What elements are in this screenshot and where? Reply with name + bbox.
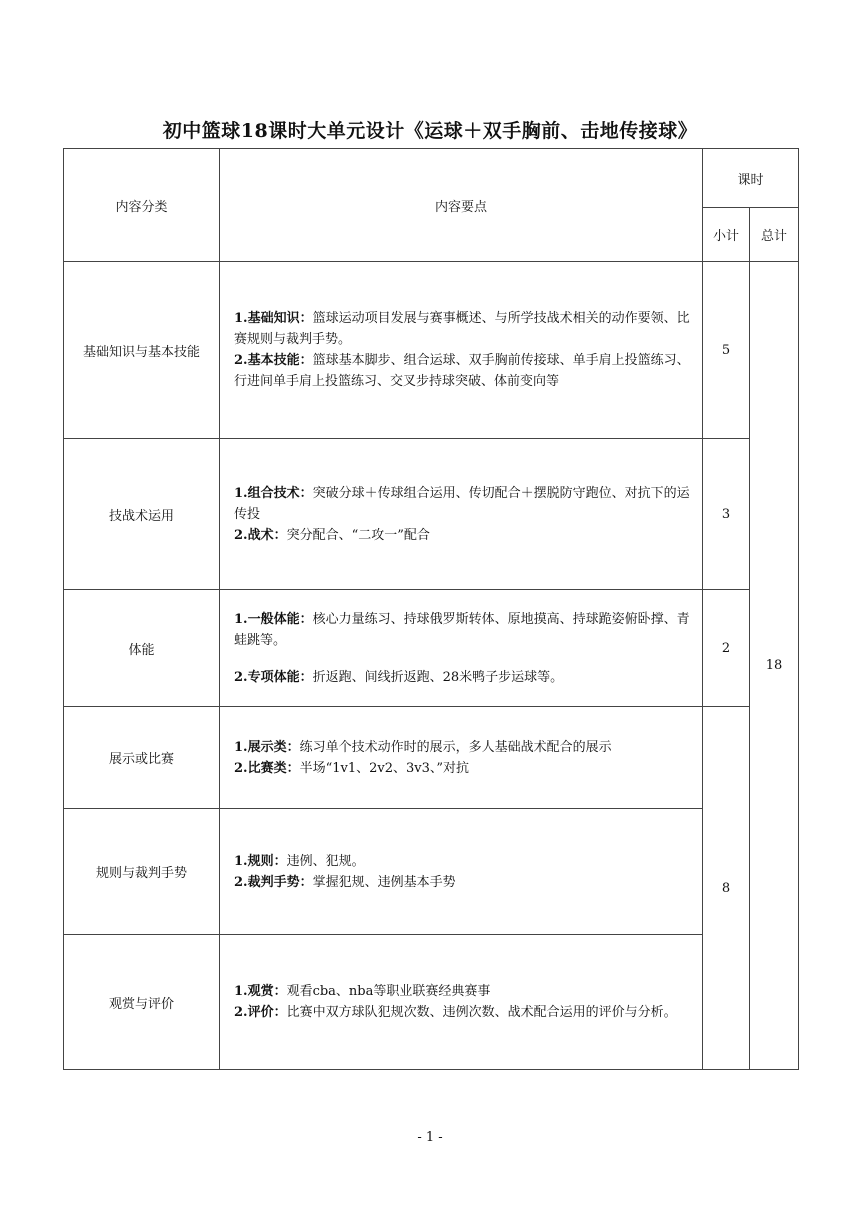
point-text: 掌握犯规、违例基本手势 [312, 874, 456, 890]
point-label: 1.基础知识： [234, 311, 313, 326]
points-cell [220, 262, 703, 439]
point-label: 2.裁判手势： [234, 874, 313, 890]
header-hours: 课时 [703, 149, 799, 208]
points-cell [220, 439, 703, 590]
point-label: 1.一般体能： [234, 611, 313, 627]
category-cell: 规则与裁判手势 [64, 809, 220, 935]
table-row [64, 809, 799, 935]
document-title: 初中篮球18课时大单元设计《运球＋双手胸前、击地传接球》 [162, 120, 698, 142]
table-row [64, 262, 799, 439]
table-row [64, 439, 799, 590]
points-cell [220, 935, 703, 1070]
point-label: 1.观赏： [234, 984, 287, 999]
point-text: 比赛中双方球队犯规次数、违例次数、战术配合运用的评价与分析。 [286, 1005, 677, 1020]
page-number: - 1 - [417, 1130, 443, 1145]
point-label: 1.展示类： [234, 739, 300, 755]
category-cell: 技战术运用 [64, 439, 220, 590]
points-cell [220, 809, 703, 935]
category-cell: 观赏与评价 [64, 935, 220, 1070]
point-text: 突分配合、“二攻一”配合 [286, 527, 430, 543]
subtotal-cell: 3 [703, 439, 750, 590]
point-label: 2.专项体能： [234, 669, 313, 685]
point-text: 折返跑、间线折返跑、28米鸭子步运球等。 [312, 669, 564, 685]
point-text: 观看cba、nba等职业联赛经典赛事 [286, 984, 491, 999]
table-row [64, 707, 799, 809]
point-text: 练习单个技术动作时的展示，多人基础战术配合的展示 [299, 739, 612, 755]
point-text: 篮球运动项目发展与赛事概述、与所学技战术相关的动作要领、比赛规则与裁判手势。 [234, 311, 690, 347]
course-design-table [63, 148, 799, 1070]
point-label: 2.评价： [234, 1005, 287, 1020]
point-label: 1.规则： [234, 853, 287, 869]
point-text: 违例、犯规。 [286, 853, 365, 869]
grand-total-cell: 18 [750, 262, 799, 1070]
subtotal-cell: 5 [703, 262, 750, 439]
point-label: 2.战术： [234, 527, 287, 543]
point-text: 篮球基本脚步、组合运球、双手胸前传接球、单手肩上投篮练习、行进间单手肩上投篮练习、交叉步持球突破、体前变向等 [234, 353, 690, 389]
header-total: 总计 [750, 208, 799, 262]
point-text: 核心力量练习、持球俄罗斯转体、原地摸高、持球跪姿俯卧撑、青蛙跳等。 [234, 611, 690, 648]
point-label: 2.基本技能： [234, 353, 313, 368]
point-text: 半场“1v1、2v2、3v3、”对抗 [299, 760, 470, 776]
header-points: 内容要点 [220, 149, 703, 262]
category-cell: 基础知识与基本技能 [64, 262, 220, 439]
merged-subtotal-cell: 8 [703, 707, 750, 1070]
table-row [64, 935, 799, 1070]
subtotal-cell: 2 [703, 590, 750, 707]
table-row [64, 590, 799, 707]
point-text: 突破分球＋传球组合运用、传切配合＋摆脱防守跑位、对抗下的运传投 [234, 485, 690, 522]
category-cell: 展示或比赛 [64, 707, 220, 809]
header-subtotal: 小计 [703, 208, 750, 262]
point-label: 1.组合技术： [234, 485, 313, 501]
header-category: 内容分类 [64, 149, 220, 262]
point-label: 2.比赛类： [234, 760, 300, 776]
points-cell [220, 707, 703, 809]
category-cell: 体能 [64, 590, 220, 707]
points-cell [220, 590, 703, 707]
